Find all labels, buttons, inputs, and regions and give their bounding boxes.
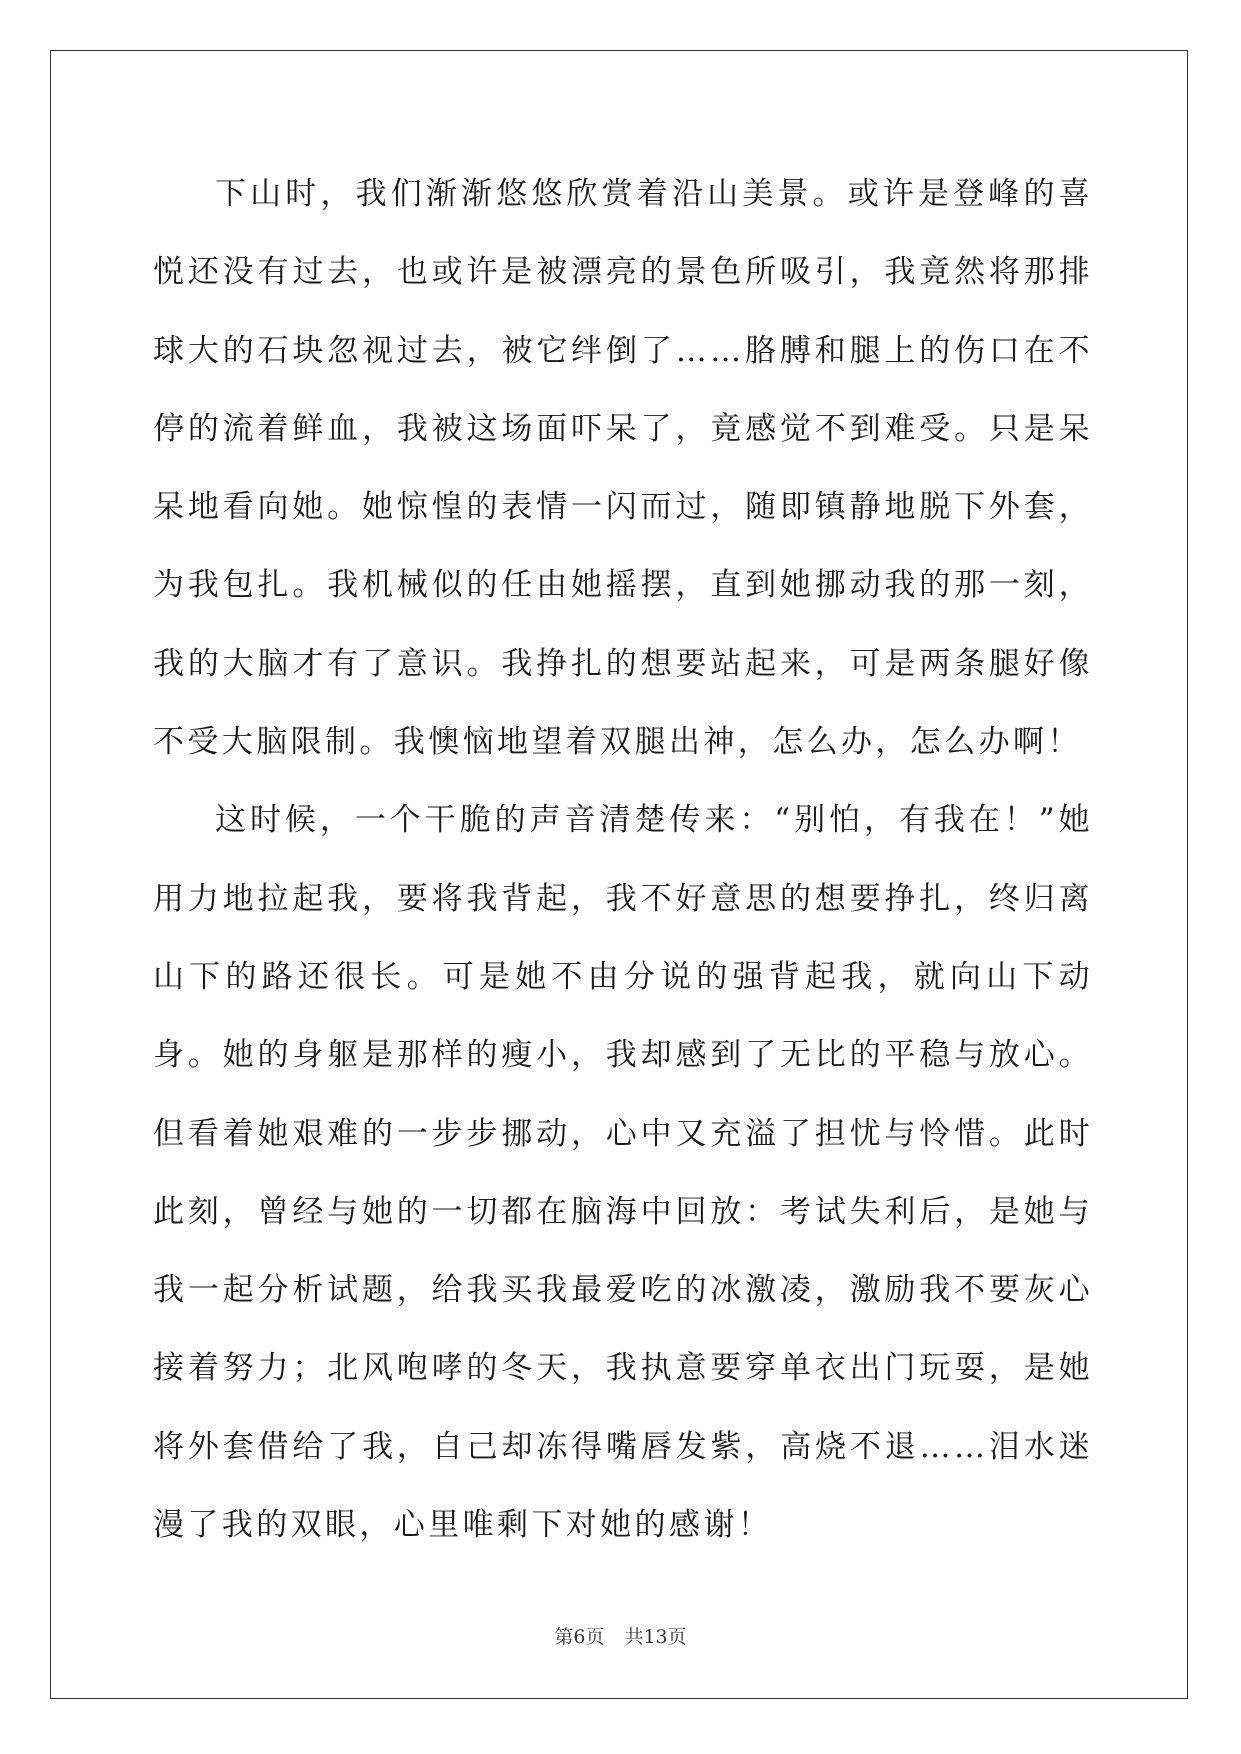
page-footer [0,1625,1241,1649]
paragraph-1: 下山时，我们渐渐悠悠欣赏着沿山美景。或许是登峰的喜悦还没有过去，也或许是被漂亮的景色所吸引，我竟然将那排球大的石块忽视过去，被它绊倒了……胳膊和腿上的伤口在不停的流着鲜血，我被这场面吓呆了，竟感觉不到难受。只是呆呆地看向她。她惊惶的表情一闪而过，随即镇静地脱下外套，为我包扎。我机械似的任由她摇摆，直到她挪动我的那一刻，我的大脑才有了意识。我挣扎的想要站起来，可是两条腿好像不受大脑限制。我懊恼地望着双腿出神，怎么办，怎么办啊！ [153,176,1093,761]
page-number: 第6页 [554,1626,605,1648]
paragraph-2: 这时候，一个干脆的声音清楚传来：“别怕，有我在！”她用力地拉起我，要将我背起，我不好意思的想要挣扎，终归离山下的路还很长。可是她不由分说的强背起我，就向山下动身。她的身躯是那样的瘦小，我却感到了无比的平稳与放心。但看着她艰难的一步步挪动，心中又充溢了担忧与怜惜。此时此刻，曾经与她的一切都在脑海中回放：考试失利后，是她与我一起分析试题，给我买我最爱吃的冰激凌，激励我不要灰心接着努力；北风咆哮的冬天，我执意要穿单衣出门玩耍，是她将外套借给了我，自己却冻得嘴唇发紫，高烧不退……泪水迷漫了我的双眼，心里唯剩下对她的感谢！ [153,802,1093,1544]
total-pages: 共13页 [624,1626,687,1648]
document-body [153,155,1093,1564]
